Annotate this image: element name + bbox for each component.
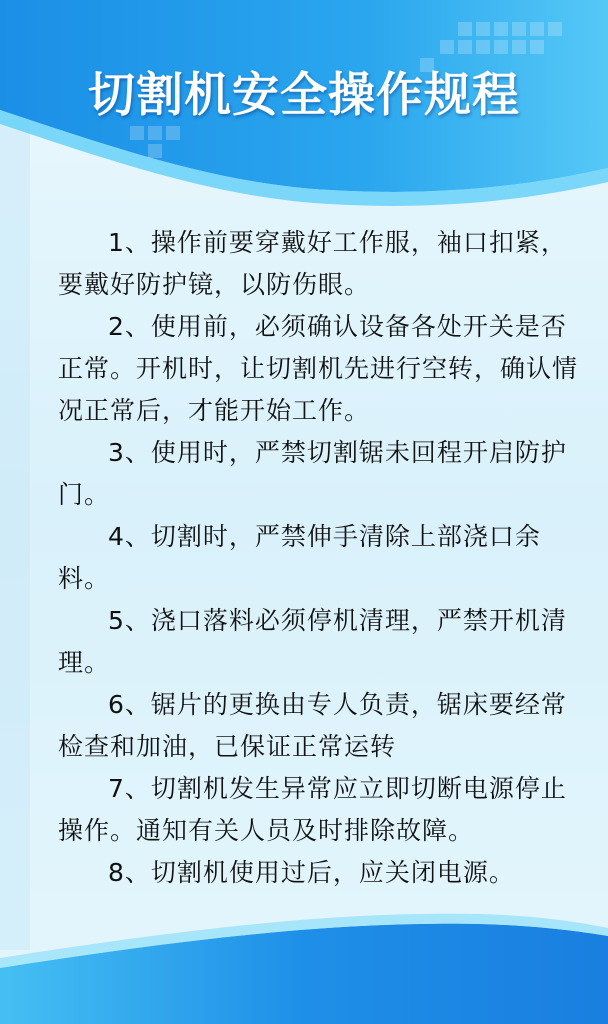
rule-item: 7、切割机发生异常应立即切断电源停止操作。通知有关人员及时排除故障。 <box>58 774 567 845</box>
page-title: 切割机安全操作规程 <box>88 68 520 123</box>
rule-item: 5、浇口落料必须停机清理，严禁开机清理。 <box>58 606 567 677</box>
rules-list <box>58 222 588 894</box>
rule-item: 6、锯片的更换由专人负责，锯床要经常检查和加油，已保证正常运转 <box>58 690 567 761</box>
rule-item: 4、切割时，严禁伸手清除上部浇口余料。 <box>58 522 541 593</box>
rule-item: 8、切割机使用过后，应关闭电源。 <box>108 858 515 887</box>
rule-item: 2、使用前，必须确认设备各处开关是否正常。开机时，让切割机先进行空转，确认情况正常后，才能开始工作。 <box>58 312 579 425</box>
rule-item: 3、使用时，严禁切割锯未回程开启防护门。 <box>58 438 567 509</box>
rule-item: 1、操作前要穿戴好工作服，袖口扣紧，要戴好防护镜，以防伤眼。 <box>58 228 567 299</box>
